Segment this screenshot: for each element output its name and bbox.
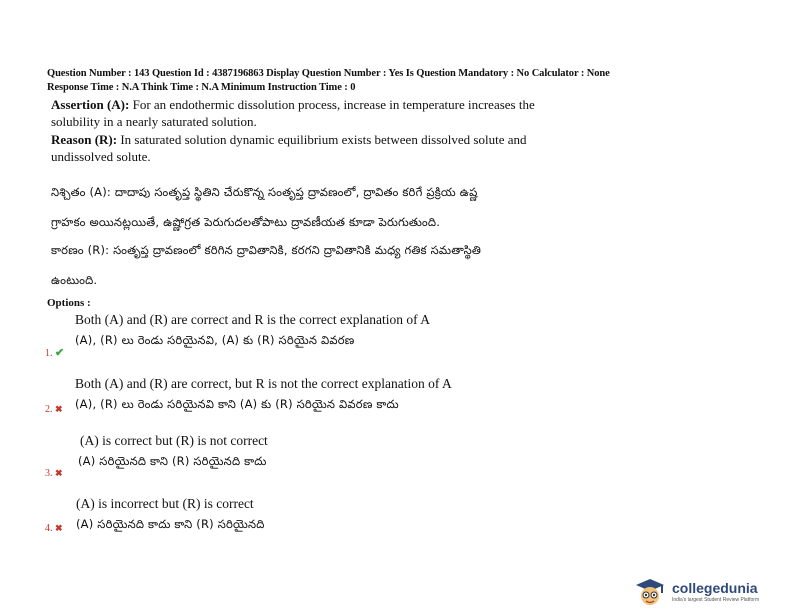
logo-tagline: India's largest Student Review Platform: [672, 597, 760, 603]
telugu-reason-line-1: కారణం (R): సంతృప్త ద్రావణంలో కరిగిన ద్రావితానికి, కరగని ద్రావితానికి మధ్య గతిక సమతాస్థితి: [51, 243, 482, 257]
option-3-english: (A) is correct but (R) is not correct: [80, 433, 268, 448]
collegedunia-logo: [632, 577, 782, 607]
telugu-assertion-line-1: నిశ్చితం (A): దాదాపు సంతృప్త స్థితిని చేరుకొన్న సంతృప్త ద్రావణంలో, ద్రావితం కరిగే ప్రక్రియ ఉష్ణ: [51, 185, 478, 199]
option-1-number[interactable]: [45, 346, 64, 359]
option-4-telugu: (A) సరియైనది కాదు కాని (R) సరియైనది: [76, 517, 265, 531]
cross-icon: ✖: [55, 468, 63, 478]
reason-text: [51, 131, 581, 165]
option-number: 2.: [45, 404, 53, 415]
assertion-text: [51, 96, 581, 130]
option-4-english: (A) is incorrect but (R) is correct: [76, 496, 254, 511]
option-1-telugu: (A), (R) లు రెండు సరియైనవి, (A) కు (R) సరియైన వివరణ: [75, 333, 355, 347]
cross-icon: ✖: [55, 404, 63, 414]
cross-icon: ✖: [55, 523, 63, 533]
option-number: 3.: [45, 468, 53, 479]
logo-wordmark: collegedunia: [672, 580, 758, 596]
option-2-english: Both (A) and (R) are correct, but R is not the correct explanation of A: [75, 376, 452, 391]
option-2-number[interactable]: [45, 404, 63, 415]
option-3-number[interactable]: [45, 468, 63, 479]
reason-label: Reason (R):: [51, 132, 118, 147]
telugu-assertion-line-2: గ్రాహకం అయినట్లయితే, ఉష్ణోగ్రత పెరుగుదలతోపాటు ద్రావణీయత కూడా పెరుగుతుంది.: [51, 215, 441, 229]
assertion-body: For an endothermic dissolution process, increase in temperature increases the solubility in a nearly saturated solution.: [51, 97, 535, 129]
option-1-english: Both (A) and (R) are correct and R is the correct explanation of A: [75, 312, 430, 327]
option-3-telugu: (A) సరియైనది కాని (R) సరియైనది కాదు: [78, 454, 267, 468]
question-meta-line-1: Question Number : 143 Question Id : 4387196863 Display Question Number : Yes Is Question Mandatory : No Calculator : None: [47, 68, 610, 79]
option-number: 1.: [45, 348, 53, 359]
option-4-number[interactable]: [45, 523, 63, 534]
option-number: 4.: [45, 523, 53, 534]
checkmark-icon: ✔: [55, 347, 65, 359]
assertion-label: Assertion (A):: [51, 97, 130, 112]
telugu-reason-line-2: ఉంటుంది.: [51, 273, 98, 287]
reason-body: In saturated solution dynamic equilibrium exists between dissolved solute and undissolved solute.: [51, 132, 527, 164]
option-2-telugu: (A), (R) లు రెండు సరియైనవి కాని (A) కు (R) సరియైన వివరణ కాదు: [75, 397, 399, 411]
options-label: Options :: [47, 297, 91, 309]
question-meta-line-2: Response Time : N.A Think Time : N.A Minimum Instruction Time : 0: [47, 82, 356, 93]
graduate-mascot-icon: [632, 577, 668, 607]
